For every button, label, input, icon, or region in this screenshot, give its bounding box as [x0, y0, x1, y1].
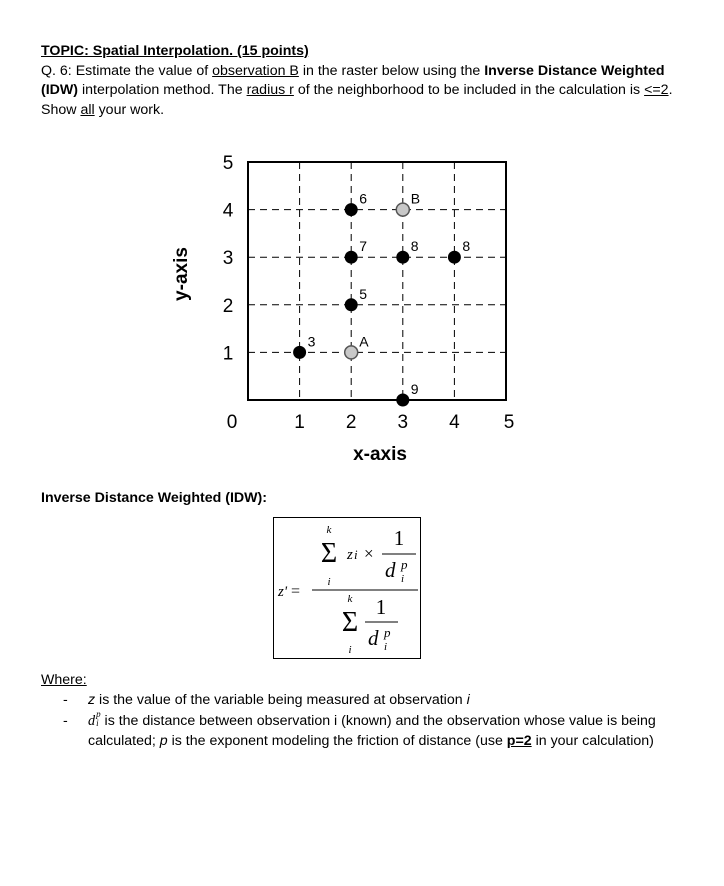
y-axis-label: y-axis: [171, 247, 192, 301]
q-prefix: Q. 6: Estimate the value of: [41, 62, 213, 79]
num-one: 1: [393, 526, 405, 550]
x-tick-label: 1: [294, 412, 305, 433]
y-tick-label: 1: [222, 343, 234, 365]
unknown-point: [396, 203, 409, 216]
bullet-dash: -: [63, 712, 68, 729]
den-d: d: [368, 626, 379, 650]
def-d-text3: in your calculation): [531, 733, 654, 749]
grid: [248, 162, 506, 400]
q-method: Inverse Distance Weighted (IDW): [41, 62, 665, 98]
known-point-value: 8: [410, 238, 419, 255]
raster-plot: [160, 150, 530, 470]
plot-frame: [248, 162, 506, 400]
den-upper: k: [347, 593, 353, 605]
known-point-value: 8: [462, 238, 471, 255]
num-d-sup: p: [401, 557, 408, 572]
num-sigma: Σ: [320, 538, 338, 569]
q-radius-limit: <=2: [644, 82, 669, 98]
q-radius: radius r: [246, 82, 294, 98]
num-upper: k: [326, 524, 332, 536]
known-point: [293, 346, 306, 359]
known-point-value: 6: [359, 190, 367, 207]
x-axis-label: x-axis: [353, 444, 407, 465]
num-lower: i: [327, 576, 331, 588]
q-mid4: . Show: [41, 82, 673, 118]
y-tick-label: 4: [222, 200, 234, 222]
num-zi-sub: i: [354, 547, 358, 562]
definition-z: [63, 690, 663, 711]
unknown-point-label: B: [410, 190, 421, 207]
known-point: [448, 251, 461, 264]
den-d-sup: p: [384, 625, 391, 640]
known-point-value: 3: [307, 333, 316, 350]
def-z-text: is the value of the variable being measured at observation: [95, 692, 467, 708]
y-tick-label: 2: [222, 295, 234, 317]
where-label: Where:: [41, 672, 87, 688]
den-sigma: Σ: [341, 607, 359, 638]
def-d-letter: d: [88, 712, 96, 729]
q-mid2: interpolation method. The: [78, 82, 247, 98]
idw-formula-box: [273, 517, 421, 659]
definition-d: [63, 711, 663, 752]
topic-heading: TOPIC: Spatial Interpolation. (15 points): [41, 43, 309, 59]
def-d-scripts: [96, 710, 101, 728]
num-times: ×: [364, 544, 374, 563]
num-d: d: [385, 558, 396, 582]
q-all: all: [80, 101, 95, 118]
den-lower: i: [348, 644, 352, 656]
num-zi: z: [347, 547, 353, 563]
def-d-sub: i: [96, 718, 99, 729]
x-tick-label: 0: [226, 412, 238, 433]
y-tick-label: 5: [222, 153, 234, 174]
def-d-text1: is the distance between observation i (known) and the observation whose value is being calculated;: [88, 712, 656, 749]
unknown-point-label: A: [359, 333, 369, 350]
known-point: [345, 203, 358, 216]
def-d-text2: is the exponent modeling the friction of distance (use: [167, 733, 507, 749]
def-d-sup: p: [96, 709, 101, 720]
def-p-symbol: p: [159, 733, 168, 749]
q-end: your work.: [94, 101, 165, 118]
den-d-sub: i: [384, 641, 388, 653]
x-tick-label: 5: [503, 412, 515, 433]
idw-formula: [274, 518, 420, 658]
q-mid3: of the neighborhood to be included in the calculation is: [293, 82, 645, 98]
def-z-symbol: z: [88, 692, 96, 708]
tick-labels: [223, 153, 515, 433]
known-point: [345, 298, 358, 311]
definition-list: [63, 690, 663, 752]
formula-lhs: z': [278, 584, 288, 600]
def-z-i: i: [466, 692, 470, 708]
x-tick-label: 3: [397, 412, 409, 433]
def-d-symbol: [88, 709, 101, 729]
question-block: [41, 42, 681, 120]
known-point: [396, 251, 409, 264]
known-point-value: 5: [359, 285, 367, 302]
y-tick-label: 3: [222, 248, 234, 270]
def-p-value: p=2: [506, 733, 532, 749]
points: [293, 191, 470, 407]
num-d-sub: i: [401, 573, 405, 585]
known-point: [345, 251, 358, 264]
known-point-value: 9: [410, 381, 419, 397]
q-mid1: in the raster below using the: [298, 62, 485, 79]
x-tick-label: 4: [449, 412, 460, 433]
idw-title: Inverse Distance Weighted (IDW):: [41, 490, 267, 506]
den-one: 1: [375, 595, 387, 619]
known-point-value: 7: [359, 238, 367, 255]
question-text: [41, 62, 681, 121]
unknown-point: [345, 346, 358, 359]
formula-equals: =: [291, 583, 301, 600]
x-tick-label: 2: [345, 412, 357, 433]
q-observation: observation B: [212, 62, 299, 79]
known-point: [396, 394, 409, 407]
bullet-dash: -: [63, 692, 68, 708]
